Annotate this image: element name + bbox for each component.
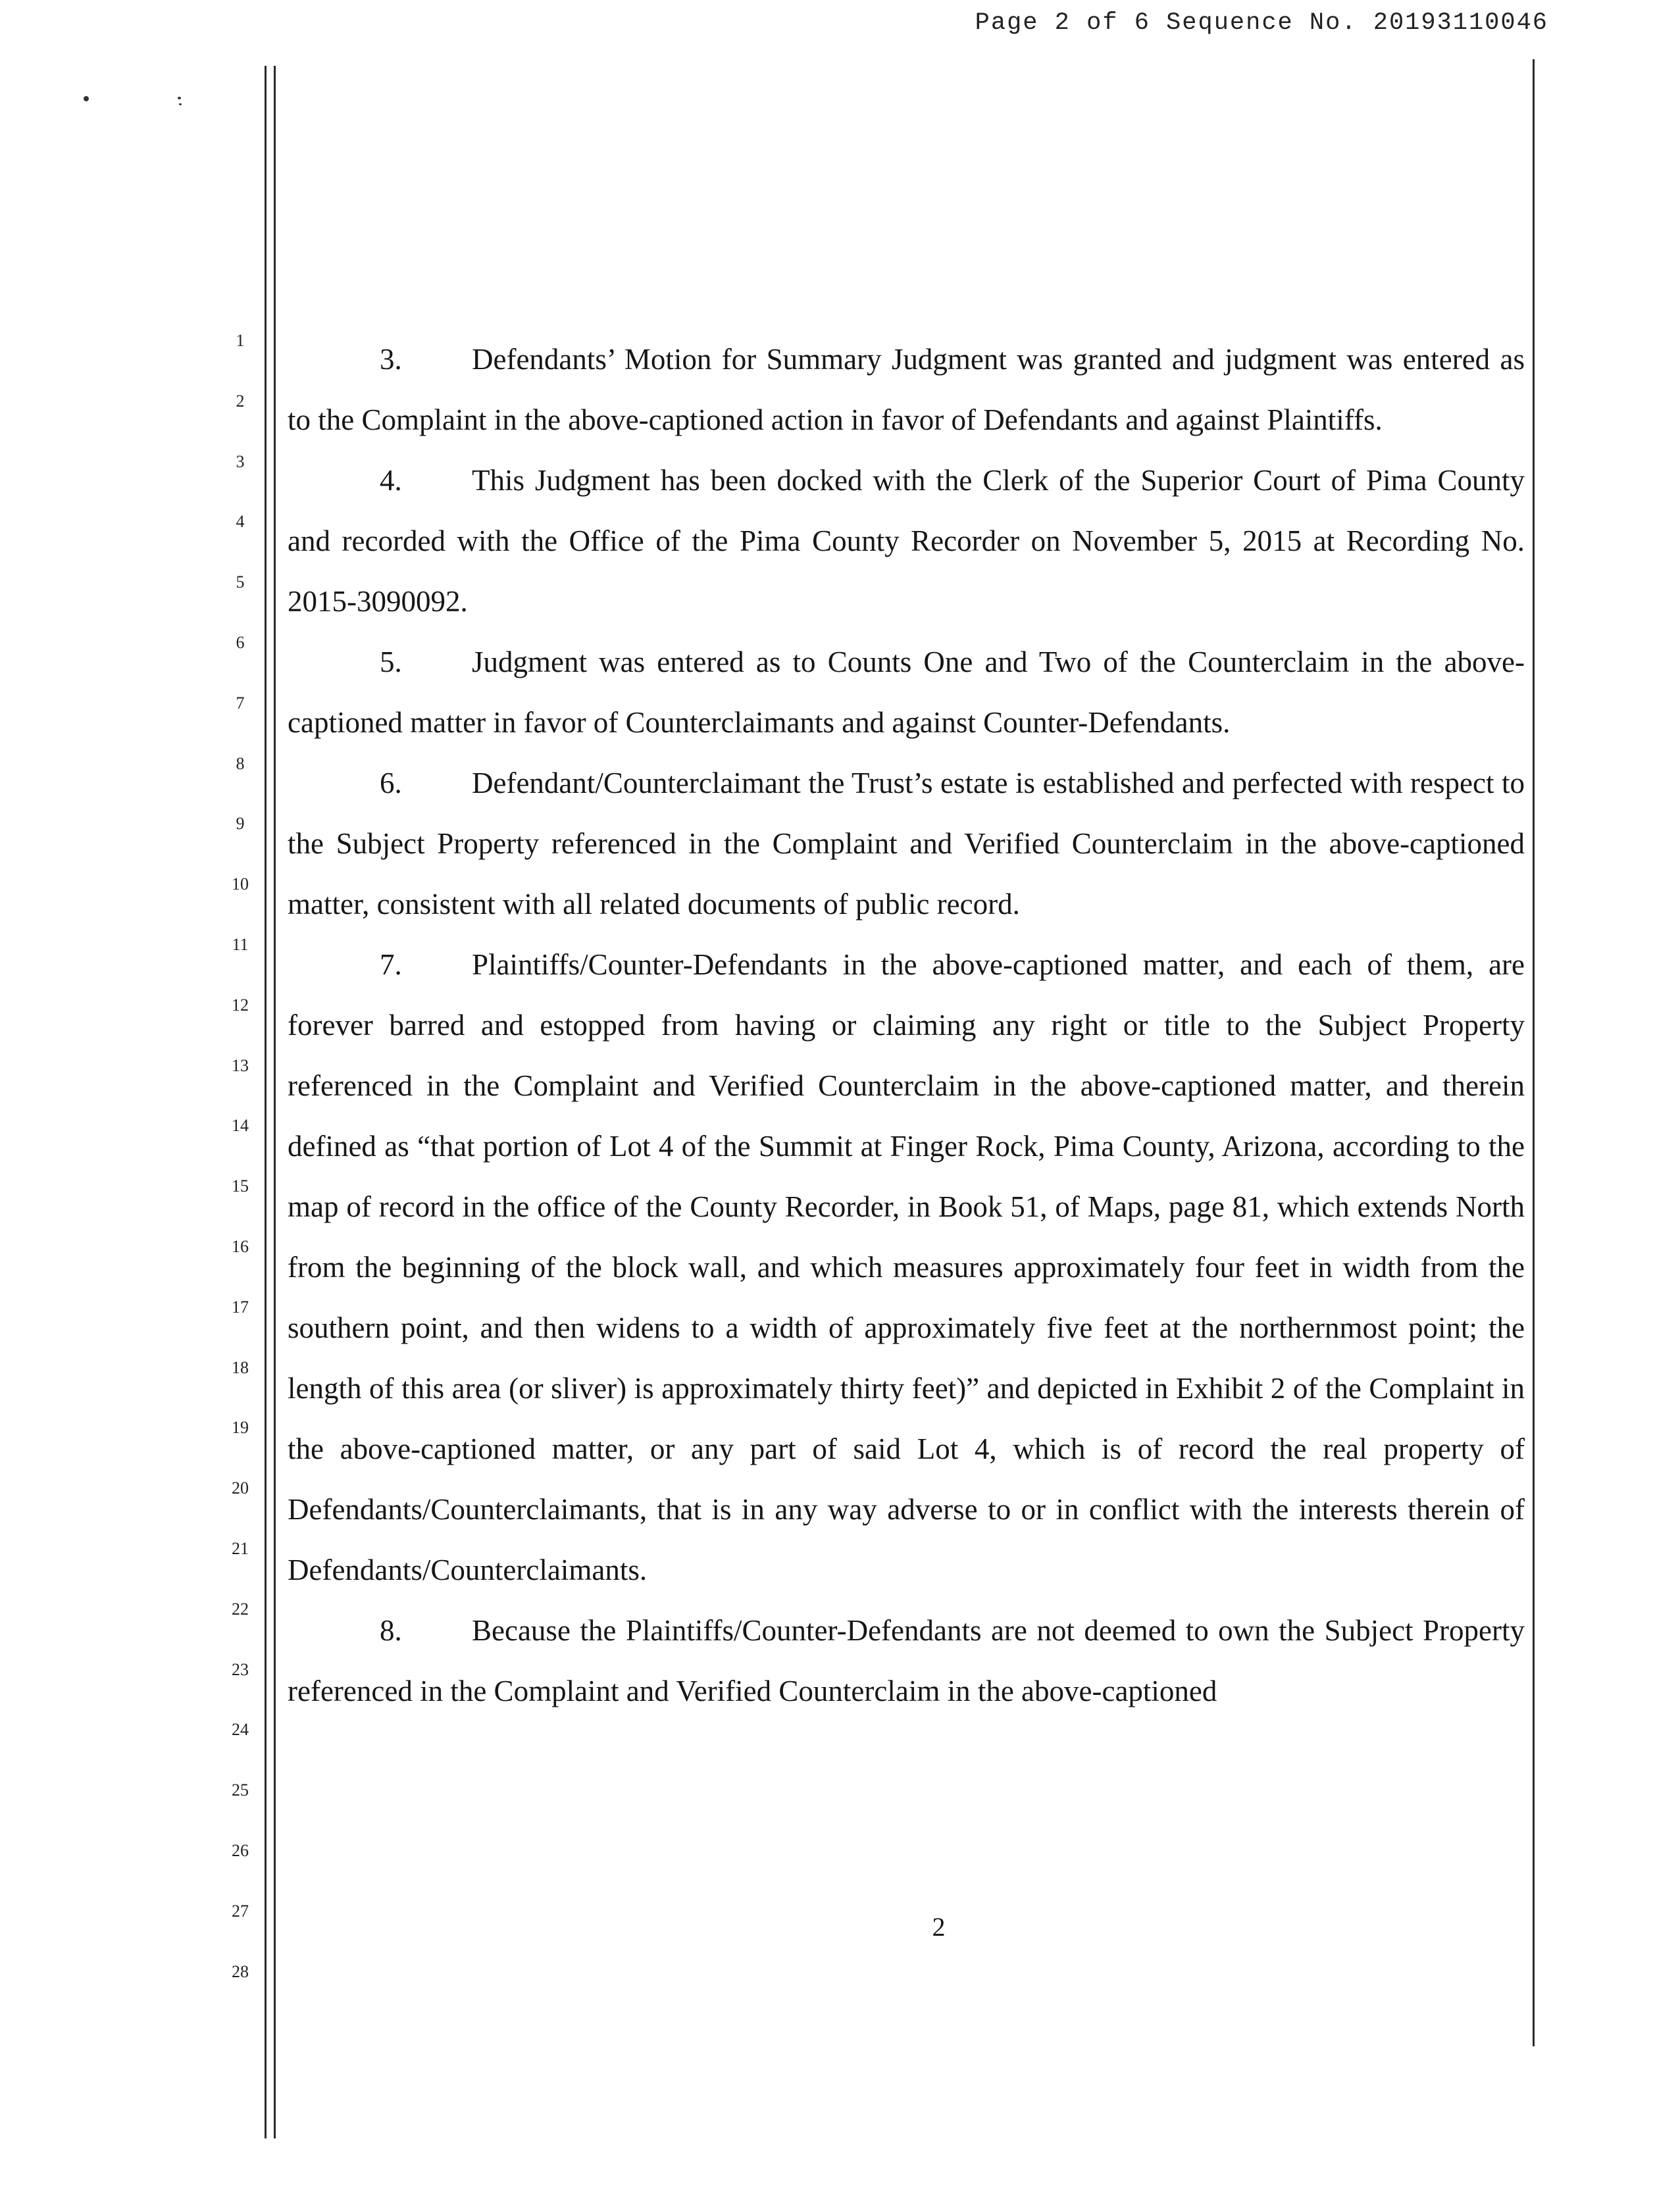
line-number: 15	[232, 1176, 249, 1196]
line-number: 5	[236, 572, 245, 592]
line-number: 19	[232, 1418, 249, 1437]
line-number: 14	[232, 1116, 249, 1135]
line-number: 17	[232, 1298, 249, 1317]
paragraph-number: 8.	[380, 1614, 402, 1647]
paragraph-text: Because the Plaintiffs/Counter-Defendants are not deemed to own the Subject Property referenced in the Complaint and Verified Counterclaim in the above-captioned	[288, 1614, 1525, 1707]
line-number: 2	[236, 391, 245, 411]
line-number: 20	[232, 1478, 249, 1498]
line-number: 4	[236, 512, 245, 531]
scan-speck	[84, 96, 89, 101]
line-number: 25	[232, 1780, 249, 1800]
line-number: 28	[232, 1962, 249, 1981]
paragraph-number: 4.	[380, 464, 402, 497]
line-number: 7	[236, 694, 245, 713]
document-body	[288, 329, 1525, 1721]
line-number: 11	[232, 935, 249, 954]
line-number: 22	[232, 1600, 249, 1619]
line-number: 3	[236, 452, 245, 471]
line-number: 18	[232, 1358, 249, 1377]
line-number: 16	[232, 1237, 249, 1256]
line-number: 12	[232, 996, 249, 1015]
page-number: 2	[932, 1912, 946, 1942]
paragraph-text: Plaintiffs/Counter-Defendants in the above-captioned matter, and each of them, are forever barred and estopped from having or claiming any right or title to the Subject Property referenced in the Complaint and Verified Counterclaim in the above-captioned matter, and therein defined as “that portion of Lot 4 of the Summit at Finger Rock, Pima County, Arizona, according to the map of record in the office of the County Recorder, in Book 51, of Maps, page 81, which extends North from the beginning of the block wall, and which measures approximately four feet in width from the southern point, and then widens to a width of approximately five feet at the northernmost point; the length of this area (or sliver) is approximately thirty feet)” and depicted in Exhibit 2 of the Complaint in the above-captioned matter, or any part of said Lot 4, which is of record the real property of Defendants/Counterclaimants, that is in any way adverse to or in conflict with the interests therein of Defendants/Counterclaimants.	[288, 948, 1525, 1586]
paragraph-text: Defendant/Counterclaimant the Trust’s estate is established and perfected with respect to the Subject Property referenced in the Complaint and Verified Counterclaim in the above-captioned matter, consistent with all related documents of public record.	[288, 767, 1525, 921]
paragraph	[288, 1600, 1525, 1721]
paragraph-number: 3.	[380, 343, 402, 376]
line-number: 10	[232, 874, 249, 894]
scan-speck	[178, 97, 181, 99]
paragraph-text: Judgment was entered as to Counts One and Two of the Counterclaim in the above-captioned matter in favor of Counterclaimants and against Counter-Defendants.	[288, 645, 1525, 739]
line-number: 8	[236, 754, 245, 773]
paragraph	[288, 329, 1525, 450]
left-margin-rule	[274, 66, 276, 2138]
line-number: 1	[236, 331, 245, 350]
left-margin-rule	[265, 66, 267, 2138]
paragraph	[288, 934, 1525, 1600]
line-number: 21	[232, 1539, 249, 1558]
line-number: 6	[236, 633, 245, 652]
line-number: 23	[232, 1660, 249, 1679]
line-number: 24	[232, 1720, 249, 1739]
paragraph-text: Defendants’ Motion for Summary Judgment was granted and judgment was entered as to the Complaint in the above-captioned action in favor of Defendants and against Plaintiffs.	[288, 343, 1525, 436]
paragraph-number: 5.	[380, 645, 402, 678]
paragraph-number: 6.	[380, 767, 402, 799]
paragraph	[288, 753, 1525, 934]
paragraph	[288, 632, 1525, 753]
line-number: 26	[232, 1841, 249, 1860]
line-number: 9	[236, 814, 245, 833]
paragraph-text: This Judgment has been docked with the Clerk of the Superior Court of Pima County and recorded with the Office of the Pima County Recorder on November 5, 2015 at Recording No. 2015-3090092.	[288, 464, 1525, 618]
paragraph-number: 7.	[380, 948, 402, 981]
recording-header: Page 2 of 6 Sequence No. 20193110046	[975, 9, 1548, 37]
line-number: 27	[232, 1902, 249, 1921]
scan-speck	[179, 103, 182, 105]
line-number: 13	[232, 1056, 249, 1075]
paragraph	[288, 450, 1525, 632]
right-margin-rule	[1533, 59, 1535, 2046]
